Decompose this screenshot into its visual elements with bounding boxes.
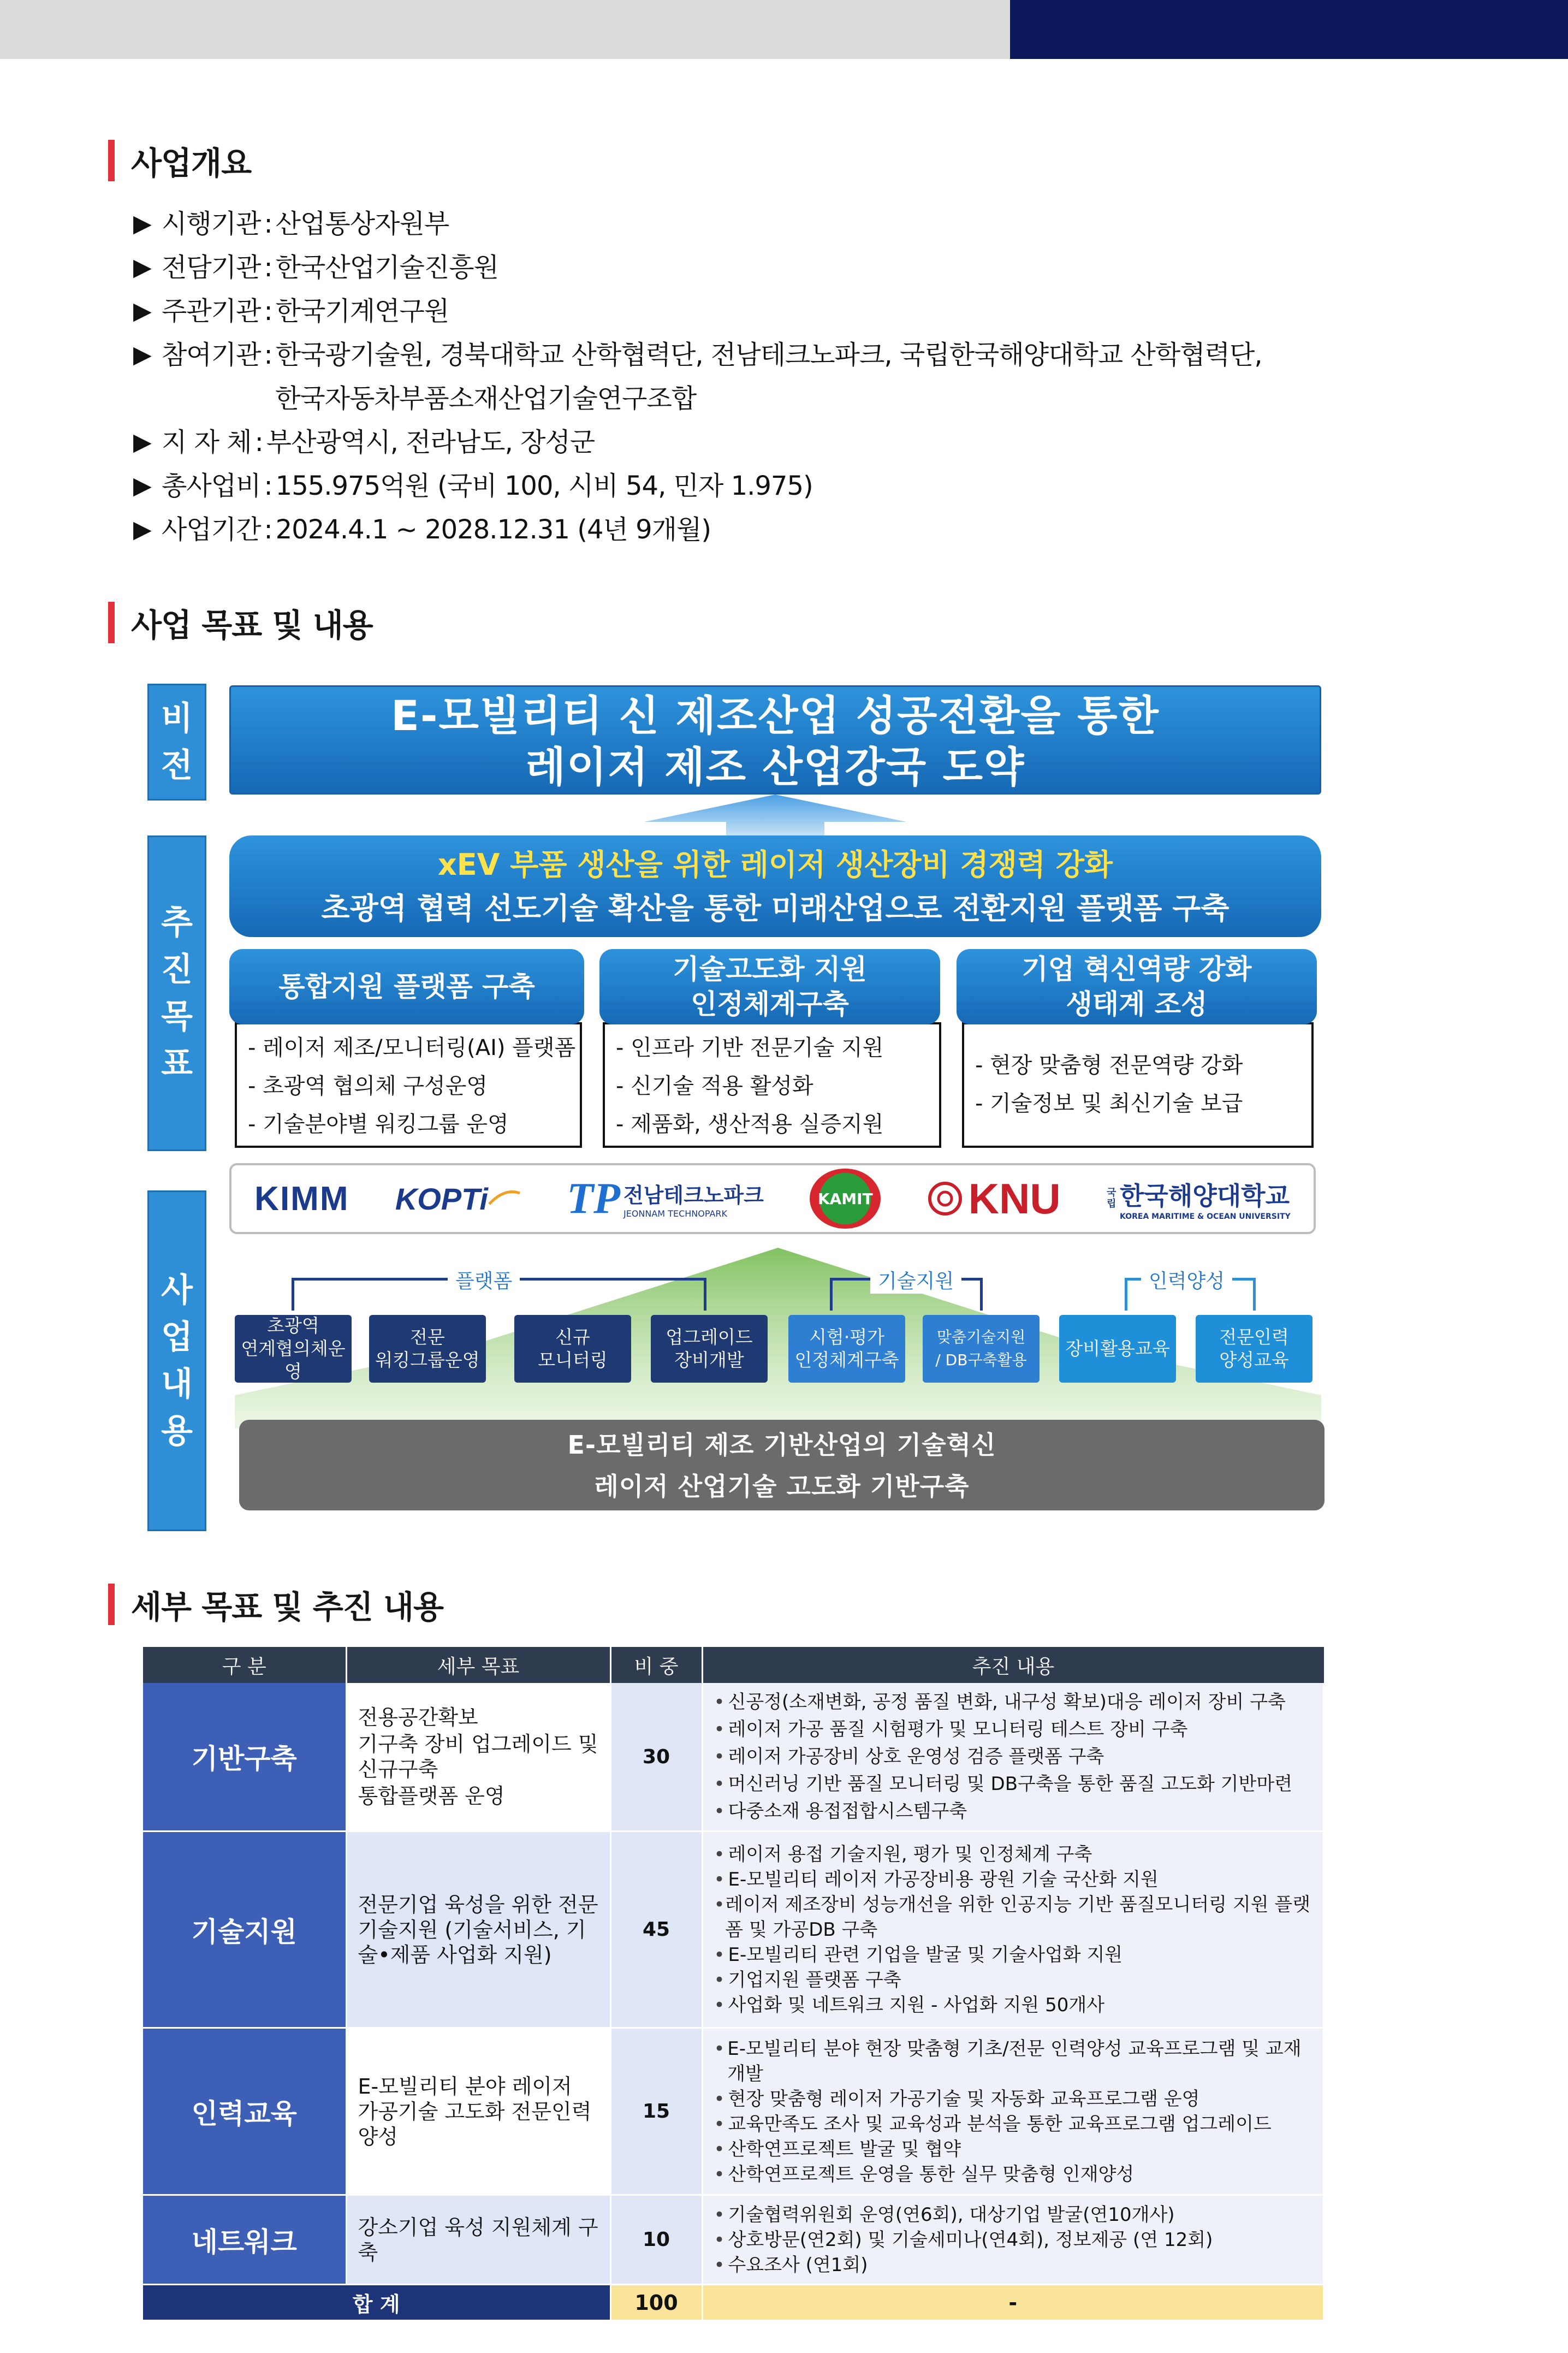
group-label-tech: 기술지원 xyxy=(870,1266,961,1294)
arrow-bullet-icon: ▶ xyxy=(133,472,151,500)
activity-box-5: 시험·평가 인정체계구축 xyxy=(788,1315,905,1383)
table-row: 기술지원 전문기업 육성을 위한 전문 기술지원 (기술서비스, 기술•제품 사업화 지원) 45 • 레이저 용접 기술지원, 평가 및 인정체계 구축 • E-모빌리티 레이저 가공장비용 광원 기술 국산화 지원 • 레이저 제조장비 성능개선을 위한 인공지능 기반 품질모니터링 지원 플랫폼 및 가공DB 구축 • E-모빌리티 관련 기업을 발굴 및 기술사업화 지원 • 기업지원 플랫폼 구축 • 사업화 및 네트워크 지원 - 사업화 지원 50개사 xyxy=(143,1832,1324,2028)
knu-logo: KNU xyxy=(927,1174,1061,1224)
up-arrow-icon xyxy=(644,795,906,838)
arrow-bullet-icon: ▶ xyxy=(133,297,151,325)
activity-box-2: 전문 워킹그룹운영 xyxy=(369,1315,486,1383)
kamit-logo: KAMIT xyxy=(810,1169,881,1229)
section-title-goals: 사업 목표 및 내용 xyxy=(108,601,373,644)
activity-box-3: 신규 모니터링 xyxy=(514,1315,631,1383)
arrow-bullet-icon: ▶ xyxy=(133,428,151,456)
section-marker xyxy=(108,602,115,643)
table-header-row: 구 분 세부 목표 비 중 추진 내용 xyxy=(143,1647,1324,1683)
kmou-logo: 국립 한국해양대학교 KOREA MARITIME & OCEAN UNIVERSITY xyxy=(1107,1181,1291,1221)
table-row: 인력교육 E-모빌리티 분야 레이저 가공기술 고도화 전문인력 양성 15 • E-모빌리티 분야 현장 맞춤형 기초/전문 인력양성 교육프로그램 및 교재 개발 • 현장 맞춤형 레이저 가공기술 및 자동화 교육프로그램 운영 • 교육만족도 조사 및 교육성과 분석을 통한 교육프로그램 업그레이드 • 산학연프로젝트 발굴 및 협약 • 산학연프로젝트 운영을 통한 실무 맞춤형 인재양성 xyxy=(143,2028,1324,2195)
overview-row-managing-agency: ▶ 전담기관 : 한국산업기술진흥원 xyxy=(133,246,1389,289)
detail-table xyxy=(143,1647,1325,2321)
section-title-overview: 사업개요 xyxy=(108,139,251,182)
arrow-bullet-icon: ▶ xyxy=(133,253,151,281)
side-label-content: 사 업 내 용 xyxy=(147,1190,206,1531)
side-label-goals: 추 진 목 표 xyxy=(147,835,206,1151)
promotion-goal-box: xEV 부품 생산을 위한 레이저 생산장비 경쟁력 강화 초광역 협력 선도기술 확산을 통한 미래산업으로 전환지원 플랫폼 구축 xyxy=(229,835,1321,937)
activity-box-8: 전문인력 양성교육 xyxy=(1196,1315,1312,1383)
section-marker xyxy=(108,1584,115,1625)
jeonnam-technopark-logo: TP 전남테크노파크 JEONNAM TECHNOPARK xyxy=(567,1174,764,1223)
header-navy-bar xyxy=(1010,0,1568,59)
overview-row-total-budget: ▶ 총사업비 : 155.975억원 (국비 100, 시비 54, 민자 1.975) xyxy=(133,464,1389,508)
strategy-items-platform: - 레이저 제조/모니터링(AI) 플랫폼 - 초광역 협의체 구성운영 - 기술분야별 워킹그룹 운영 xyxy=(235,1022,582,1148)
overview-row-participants: ▶ 참여기관 : 한국광기술원, 경북대학교 산학협력단, 전남테크노파크, 국립한국해양대학교 산학협력단, xyxy=(133,333,1389,377)
side-label-vision: 비 전 xyxy=(147,684,206,801)
activity-box-1: 초광역 연계협의체운영 xyxy=(235,1315,352,1383)
overview-row-local-government: ▶ 지 자 체 : 부산광역시, 전라남도, 장성군 xyxy=(133,420,1389,464)
group-label-training: 인력양성 xyxy=(1141,1266,1232,1294)
overview-list xyxy=(133,202,1389,552)
header-grey-bar xyxy=(0,0,1010,59)
table-row: 기반구축 전용공간확보 기구축 장비 업그레이드 및 신규구축 통합플랫폼 운영 30 • 신공정(소재변화, 공정 품질 변화, 내구성 확보)대응 레이저 장비 구축 • 레이저 가공 품질 시험평가 및 모니터링 테스트 장비 구축 • 레이저 가공장비 상호 운영성 검증 플랫폼 구축 • 머신러닝 기반 품질 모니터링 및 DB구축을 통한 품질 고도화 기반마련 • 다중소재 용접접합시스템구축 xyxy=(143,1683,1324,1832)
strategy-items-innovation: - 현장 맞춤형 전문역량 강화 - 기술정보 및 최신기술 보급 xyxy=(962,1022,1314,1148)
table-total-row: 합 계 100 - xyxy=(143,2285,1324,2321)
foundation-box: E-모빌리티 제조 기반산업의 기술혁신 레이저 산업기술 고도화 기반구축 xyxy=(239,1420,1325,1510)
overview-row-executing-agency: ▶ 시행기관 : 산업통상자원부 xyxy=(133,202,1389,246)
activity-box-6: 맞춤기술지원 / DB구축활용 xyxy=(923,1315,1040,1383)
overview-participants-continued: 한국자동차부품소재산업기술연구조합 xyxy=(275,383,697,414)
strategy-title-tech-support: 기술고도화 지원 인정체계구축 xyxy=(599,949,940,1024)
activity-box-7: 장비활용교육 xyxy=(1059,1315,1176,1383)
overview-row-lead-agency: ▶ 주관기관 : 한국기계연구원 xyxy=(133,289,1389,333)
knu-emblem-icon xyxy=(927,1181,963,1217)
strategy-title-platform: 통합지원 플랫폼 구축 xyxy=(229,949,584,1024)
strategy-items-tech-support: - 인프라 기반 전문기술 지원 - 신기술 적용 활성화 - 제품화, 생산적용 실증지원 xyxy=(603,1022,941,1148)
table-row: 네트워크 강소기업 육성 지원체계 구축 10 • 기술협력위원회 운영(연6회), 대상기업 발굴(연10개사) • 상호방문(연2회) 및 기술세미나(연4회), 정보제공 (연 12회) • 수요조사 (연1회) xyxy=(143,2195,1324,2285)
vision-box: E-모빌리티 신 제조산업 성공전환을 통한 레이저 제조 산업강국 도약 xyxy=(229,685,1321,795)
arrow-bullet-icon: ▶ xyxy=(133,210,151,238)
partner-logos xyxy=(229,1163,1316,1234)
kimm-logo: KIMM xyxy=(254,1180,349,1218)
arrow-bullet-icon: ▶ xyxy=(133,341,151,369)
activity-box-4: 업그레이드 장비개발 xyxy=(651,1315,768,1383)
overview-row-period: ▶ 사업기간 : 2024.4.1 ~ 2028.12.31 (4년 9개월) xyxy=(133,508,1389,552)
group-label-platform: 플랫폼 xyxy=(448,1266,520,1294)
section-title-details: 세부 목표 및 추진 내용 xyxy=(108,1583,443,1626)
section-marker xyxy=(108,140,115,181)
kopti-logo: KOPTi xyxy=(395,1181,521,1217)
kopti-swoosh-icon xyxy=(488,1188,521,1210)
arrow-bullet-icon: ▶ xyxy=(133,515,151,543)
strategy-title-innovation: 기업 혁신역량 강화 생태계 조성 xyxy=(957,949,1317,1024)
